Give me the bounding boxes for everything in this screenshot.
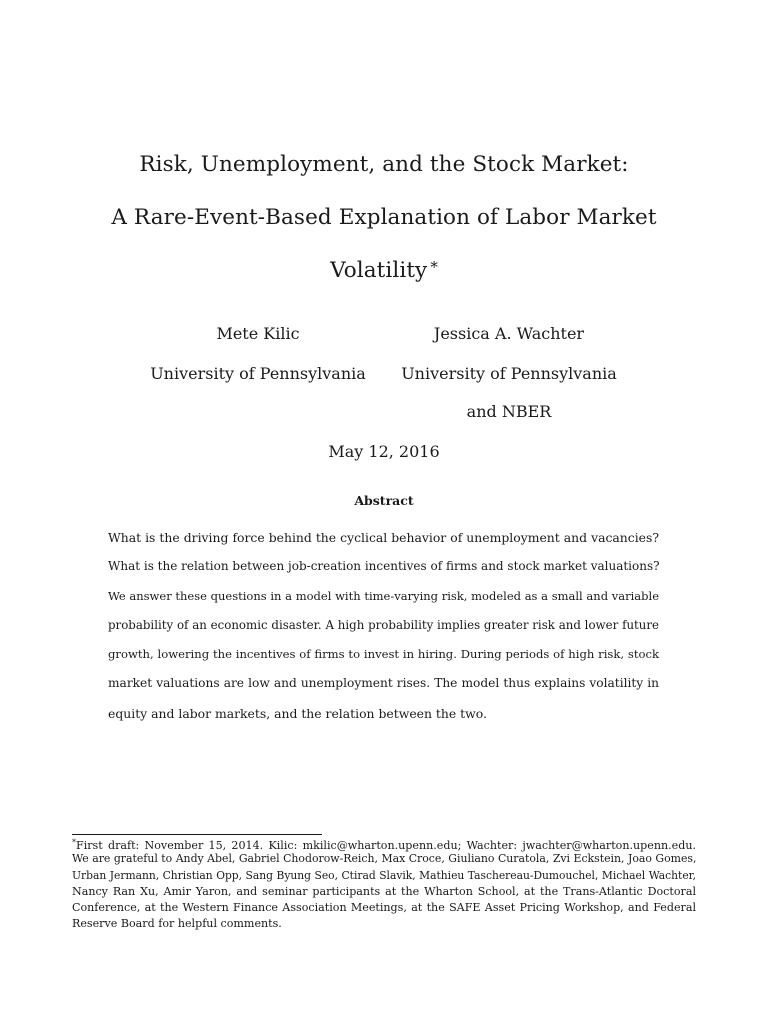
footnote-line: Reserve Board for helpful comments. xyxy=(72,917,282,931)
author-affiliation-2: University of Pennsylvania xyxy=(401,364,617,383)
title-line-3 xyxy=(0,258,768,283)
footnote-line: Conference, at the Western Finance Association Meetings, at the SAFE Asset Pricing Workshop, and Federal xyxy=(72,901,696,915)
abstract-line: equity and labor markets, and the relation between the two. xyxy=(108,705,487,721)
footnote-marker: * xyxy=(72,838,76,847)
author-name-1: Mete Kilic xyxy=(216,324,300,343)
abstract-line: market valuations are low and unemployment rises. The model thus explains volatility in xyxy=(108,676,659,691)
footnote-line: Urban Jermann, Christian Opp, Sang Byung Seo, Ctirad Slavik, Mathieu Taschereau-Dumouchel, Michael Wachter, xyxy=(72,868,696,882)
footnote-line: Nancy Ran Xu, Amir Yaron, and seminar participants at the Wharton School, at the Trans-Atlantic Doctoral xyxy=(72,884,696,898)
title-footnote-marker: * xyxy=(430,258,438,276)
abstract-line: What is the relation between job-creation incentives of firms and stock market valuations? xyxy=(108,559,660,574)
title-line-3-text: Volatility xyxy=(330,258,428,283)
footnote-line xyxy=(72,835,696,851)
title-line-2: A Rare-Event-Based Explanation of Labor Market xyxy=(111,205,657,230)
abstract-line: We answer these questions in a model with time-varying risk, modeled as a small and variable xyxy=(108,588,659,603)
author-name-2: Jessica A. Wachter xyxy=(433,324,585,343)
title-line-1: Risk, Unemployment, and the Stock Market: xyxy=(139,152,629,177)
abstract-line: probability of an economic disaster. A high probability implies greater risk and lower future xyxy=(108,617,659,632)
author-affiliation-1: University of Pennsylvania xyxy=(150,364,366,383)
footnote-line: We are grateful to Andy Abel, Gabriel Chodorow-Reich, Max Croce, Giuliano Curatola, Zvi Eckstein, Joao Gomes, xyxy=(72,852,697,866)
abstract-heading: Abstract xyxy=(354,493,414,508)
abstract-body xyxy=(108,523,659,728)
abstract-line: growth, lowering the incentives of firms to invest in hiring. During periods of high risk, stock xyxy=(108,647,659,662)
paper-date: May 12, 2016 xyxy=(328,442,440,461)
footnote xyxy=(72,835,696,933)
abstract-line: What is the driving force behind the cyclical behavior of unemployment and vacancies? xyxy=(108,530,659,545)
author-extra-affiliation-2: and NBER xyxy=(466,402,552,421)
footnote-line-1-text: First draft: November 15, 2014. Kilic: mkilic@wharton.upenn.edu; Wachter: jwachter@wharton.upenn.edu. xyxy=(76,839,696,852)
